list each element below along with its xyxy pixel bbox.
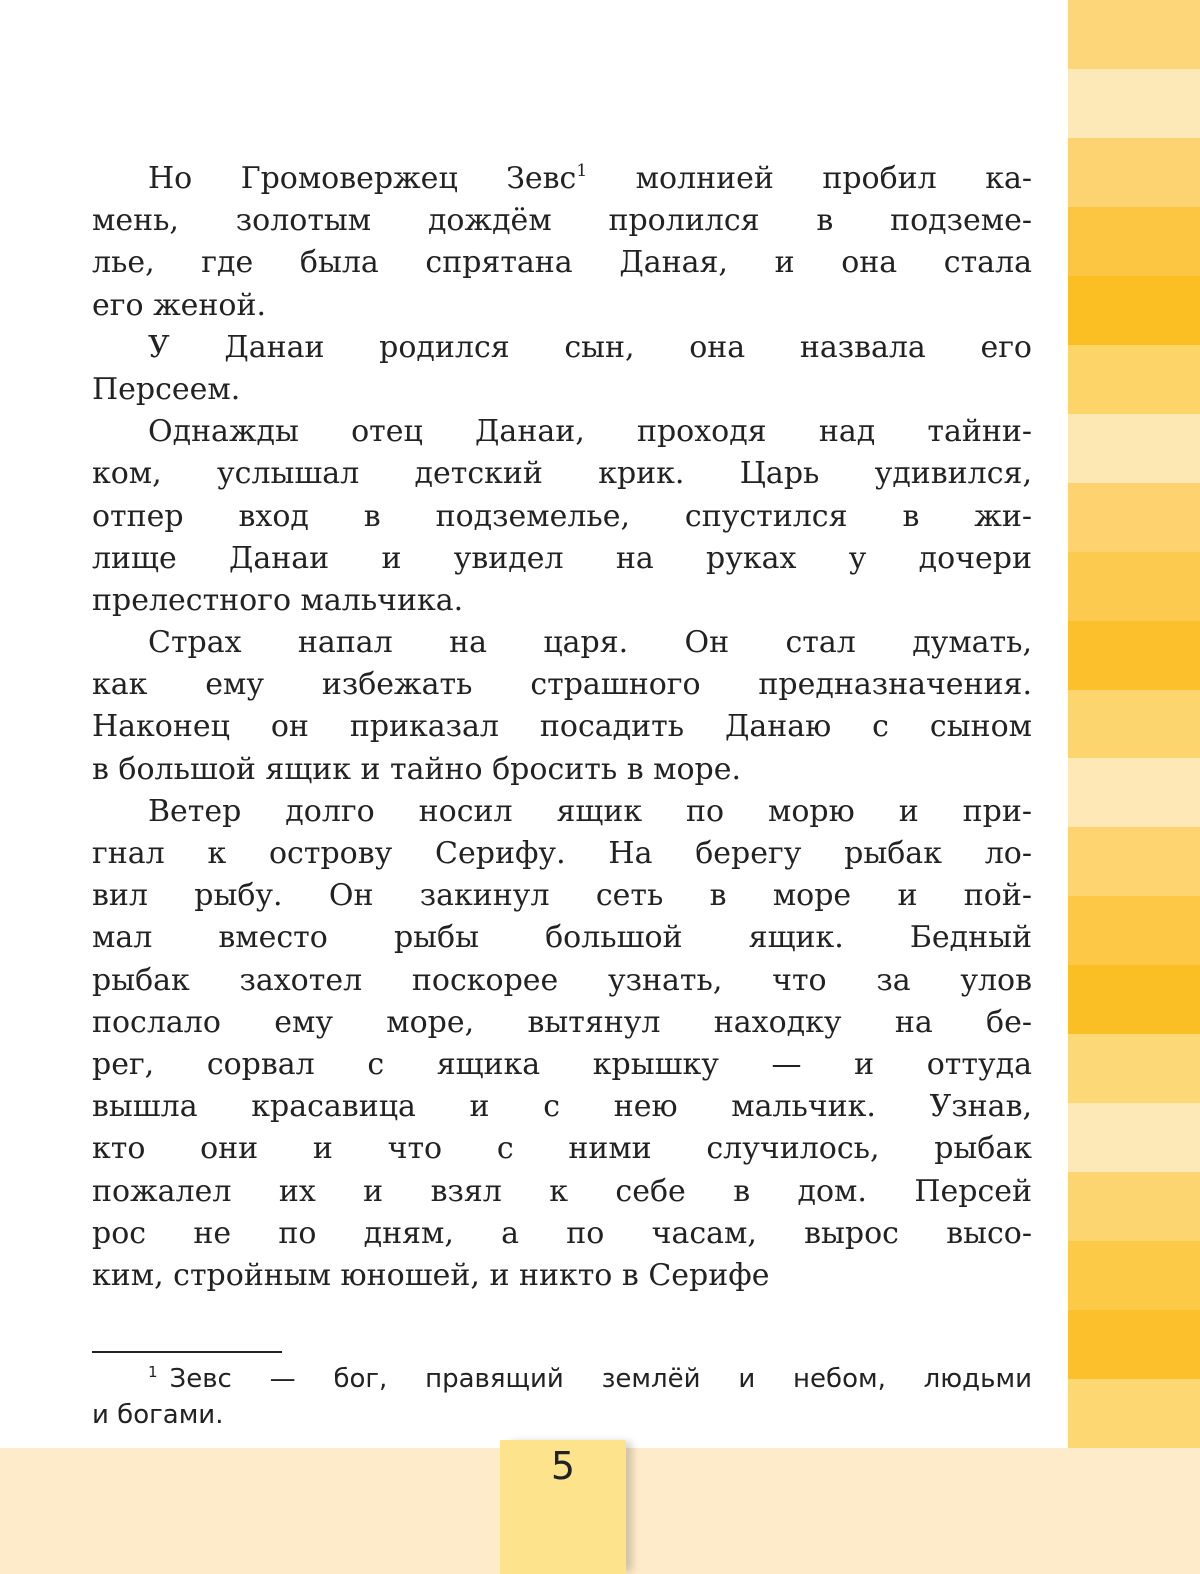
- stripe: [1068, 690, 1200, 759]
- stripe: [1068, 1310, 1200, 1379]
- footnote-line-2: и богами.: [92, 1400, 224, 1430]
- text-line: вил рыбу. Он закинул сеть в море и пой-: [92, 878, 1032, 914]
- text-line: отпер вход в подземелье, спустился в жи-: [92, 498, 1032, 534]
- stripe: [1068, 621, 1200, 690]
- stripe: [1068, 207, 1200, 276]
- text-line: Однажды отец Данаи, проходя над тайни-: [148, 414, 1032, 450]
- text-line: Наконец он приказал посадить Данаю с сыном: [92, 709, 1032, 745]
- text-line: ком, услышал детский крик. Царь удивился,: [92, 456, 1032, 492]
- text-line: Ветер долго носил ящик по морю и при-: [148, 793, 1032, 829]
- stripe: [1068, 552, 1200, 621]
- stripe: [1068, 827, 1200, 896]
- text-line: Но Громовержец Зевс$^1$ молнией пробил ка-: [148, 161, 1032, 196]
- stripe: [1068, 0, 1200, 69]
- stripe: [1068, 1103, 1200, 1172]
- text-line: как ему избежать страшного предназначения.: [92, 667, 1032, 703]
- text-line: мал вместо рыбы большой ящик. Бедный: [92, 920, 1032, 956]
- text-line: кто они и что с ними случилось, рыбак: [92, 1131, 1032, 1167]
- footnote-line-1: [92, 1361, 1032, 1397]
- text-line: послало ему море, вытянул находку на бе-: [92, 1004, 1032, 1040]
- text-line: прелестного мальчика.: [92, 582, 464, 618]
- page-number: 5: [550, 1444, 576, 1488]
- footnote-reference: 1: [576, 161, 588, 181]
- footnote-divider: [92, 1351, 282, 1353]
- stripe: [1068, 414, 1200, 483]
- text-line: его женой.: [92, 287, 267, 323]
- text-line: лище Данаи и увидел на руках у дочери: [92, 540, 1032, 576]
- stripe: [1068, 1034, 1200, 1103]
- stripe: [1068, 1241, 1200, 1310]
- text-line: Персеем.: [92, 371, 241, 407]
- footnote-text-1: Зевс — бог, правящий землёй и небом, людьми: [169, 1364, 1032, 1394]
- stripe: [1068, 276, 1200, 345]
- text-line: пожалел их и взял к себе в дом. Персей: [92, 1173, 1032, 1209]
- text-line: Страх напал на царя. Он стал думать,: [148, 625, 1032, 661]
- footnote-marker: 1: [148, 1363, 158, 1381]
- text-line: лье, где была спрятана Даная, и она стала: [92, 245, 1032, 281]
- text-line: в большой ящик и тайно бросить в море.: [92, 751, 742, 787]
- decorative-stripe-margin: [1068, 0, 1200, 1448]
- story-text: [92, 158, 1032, 1297]
- text-line: мень, золотым дождём пролился в подземе-: [92, 203, 1032, 239]
- stripe: [1068, 1172, 1200, 1241]
- stripe: [1068, 896, 1200, 965]
- stripe: [1068, 965, 1200, 1034]
- footnote: [92, 1361, 1032, 1433]
- text-line: рег, сорвал с ящика крышку — и оттуда: [92, 1046, 1032, 1082]
- stripe: [1068, 483, 1200, 552]
- text-line: ким, стройным юношей, и никто в Серифе: [92, 1257, 770, 1293]
- stripe: [1068, 758, 1200, 827]
- stripe: [1068, 1379, 1200, 1448]
- text-line: гнал к острову Серифу. На берегу рыбак ло-: [92, 836, 1032, 871]
- text-line: У Данаи родился сын, она назвала его: [148, 329, 1032, 365]
- stripe: [1068, 345, 1200, 414]
- stripe: [1068, 69, 1200, 138]
- text-line: вышла красавица и с нею мальчик. Узнав,: [92, 1089, 1032, 1125]
- stripe: [1068, 138, 1200, 207]
- text-line: рыбак захотел поскорее узнать, что за улов: [92, 962, 1032, 998]
- text-line: рос не по дням, а по часам, вырос высо-: [92, 1215, 1032, 1251]
